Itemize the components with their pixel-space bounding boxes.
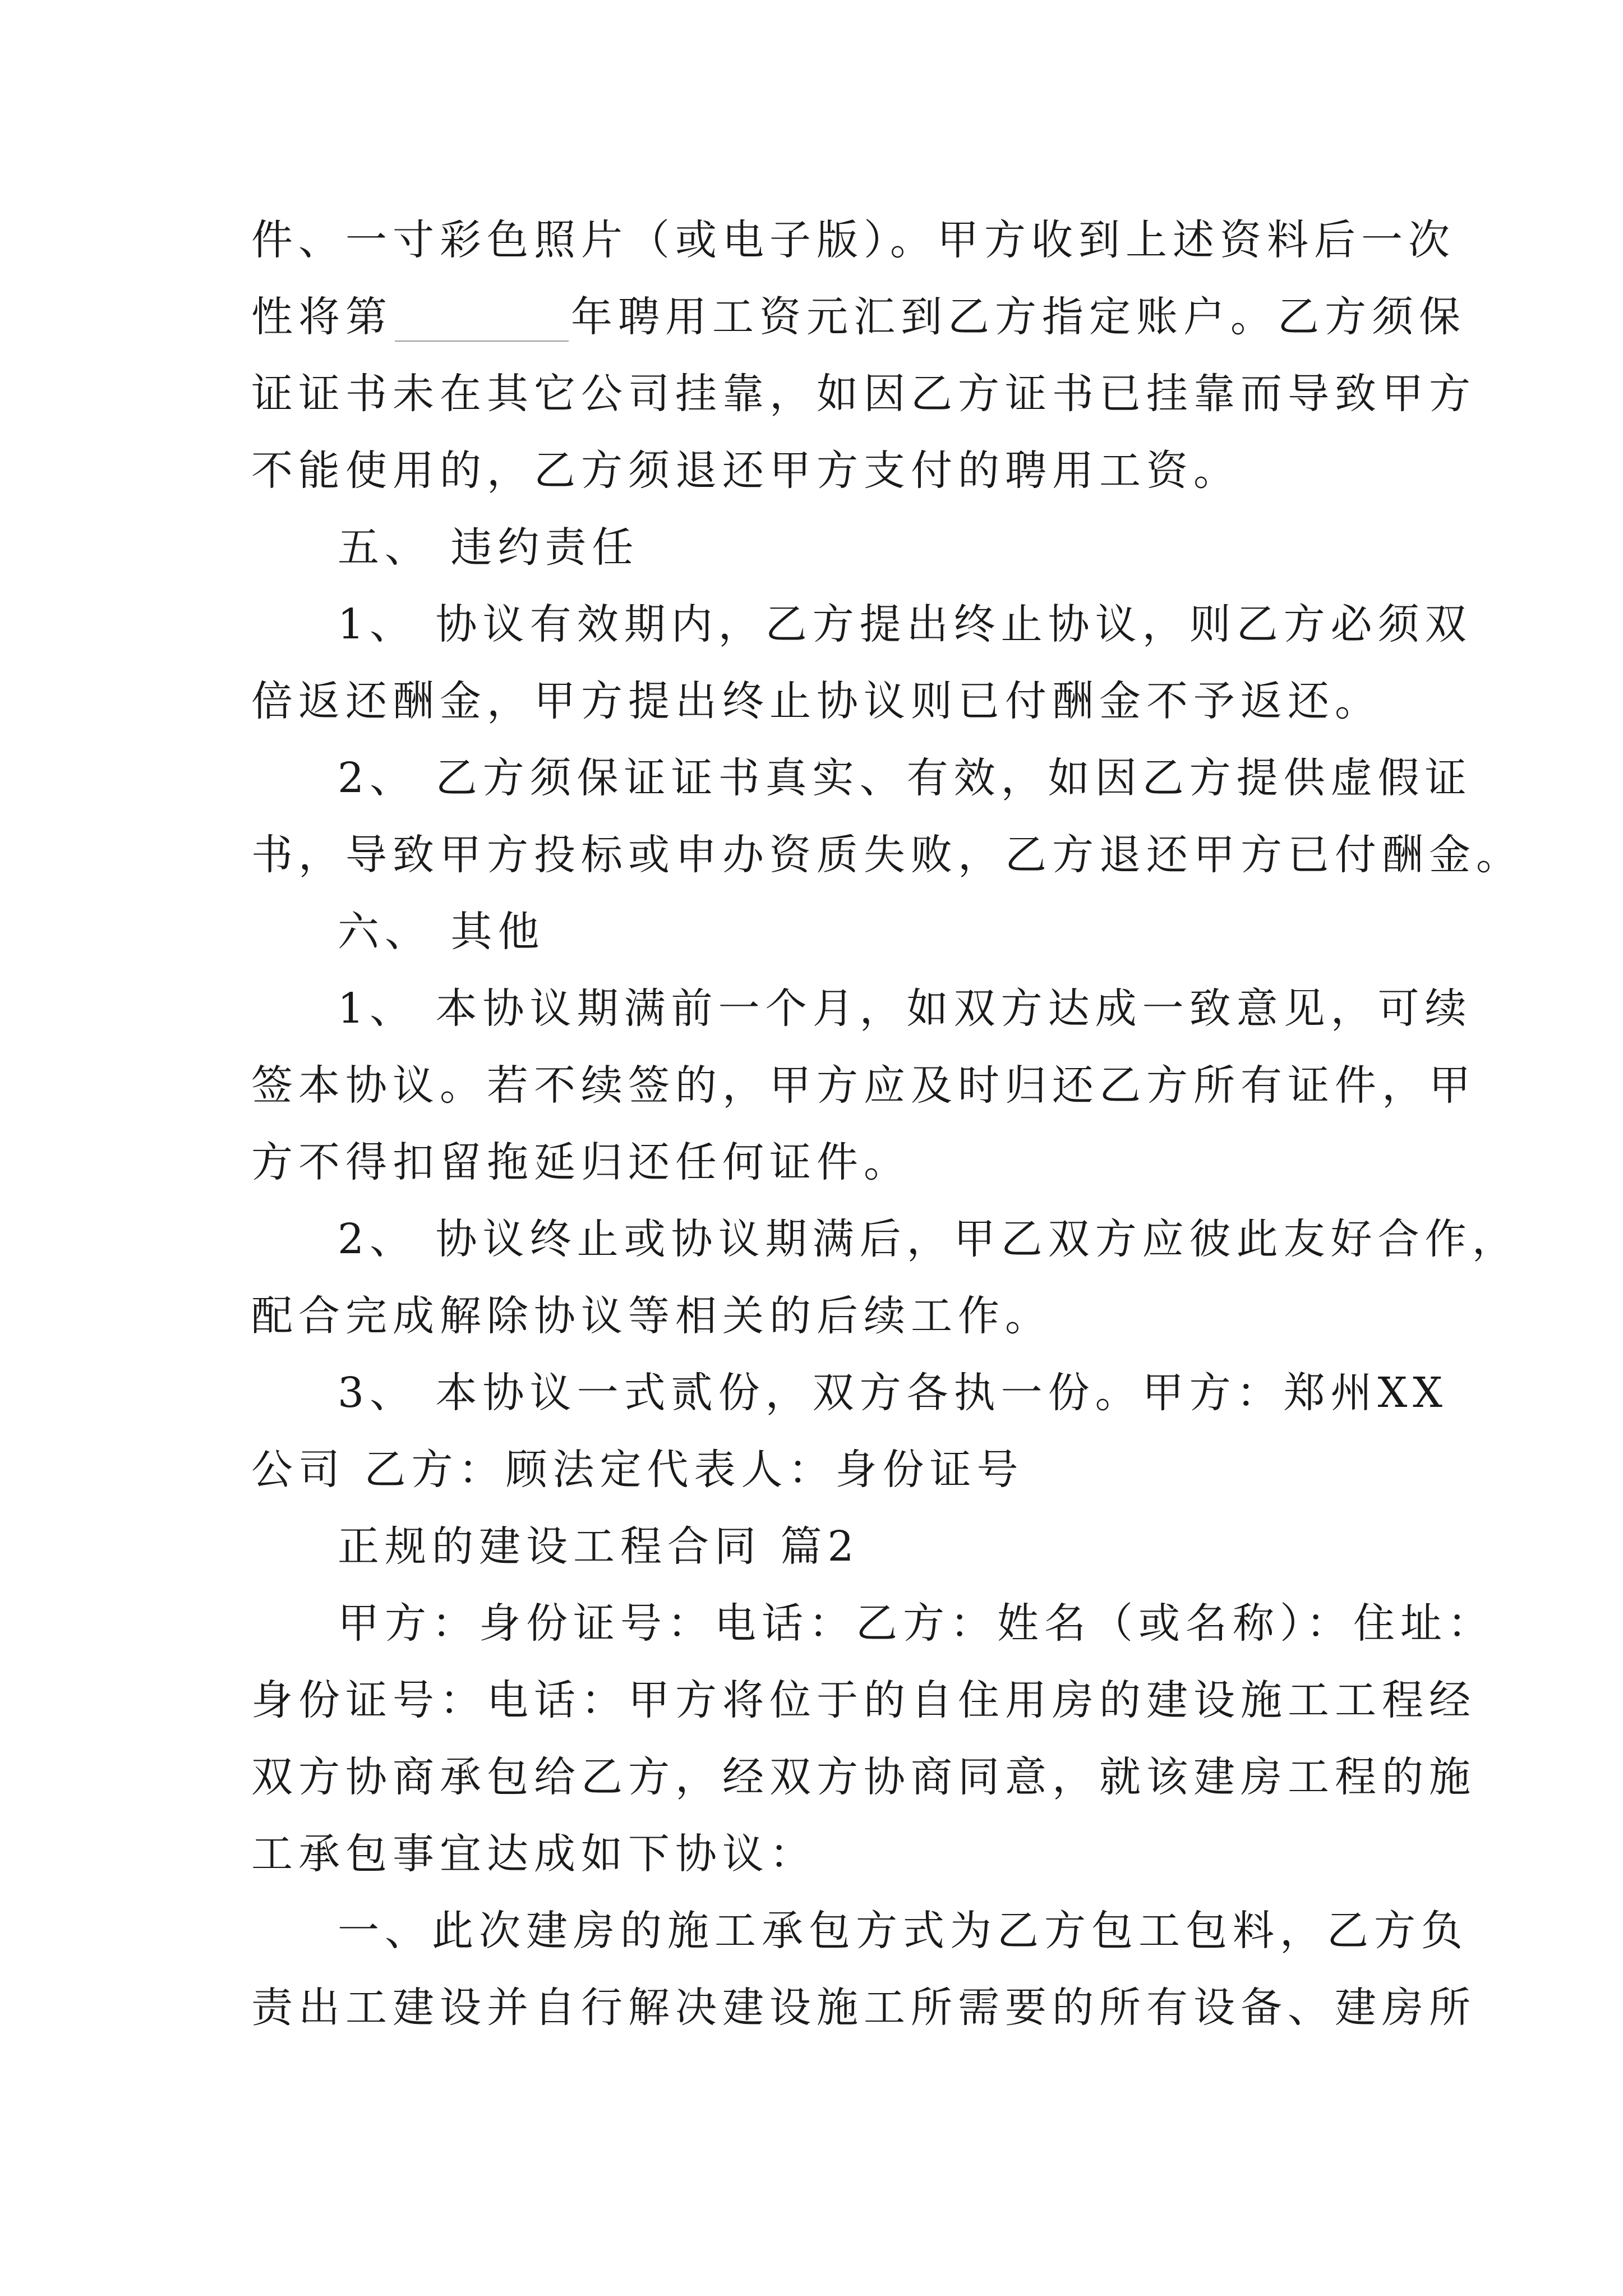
paragraph-line: 倍返还酬金，甲方提出终止协议则已付酬金不予返还。 bbox=[251, 677, 1382, 725]
paragraph-line: 配合完成解除协议等相关的后续工作。 bbox=[251, 1292, 1052, 1340]
section-heading: 五、 违约责任 bbox=[338, 523, 639, 572]
paragraph-line: 1、 本协议期满前一个月，如双方达成一致意见，可续 bbox=[338, 984, 1472, 1033]
paragraph-line: 责出工建设并自行解决建设施工所需要的所有设备、建房所 bbox=[251, 1984, 1476, 2032]
line-text: 性将第 bbox=[251, 293, 393, 341]
paragraph-line: 件、一寸彩色照片（或电子版）。甲方收到上述资料后一次 bbox=[251, 216, 1455, 264]
article-title: 正规的建设工程合同 篇2 bbox=[338, 1522, 860, 1571]
paragraph-line: 方不得扣留拖延归还任何证件。 bbox=[251, 1138, 911, 1186]
paragraph-line: 身份证号：电话：甲方将位于的自住用房的建设施工工程经 bbox=[251, 1676, 1476, 1724]
paragraph-line: 不能使用的，乙方须退还甲方支付的聘用工资。 bbox=[251, 447, 1241, 495]
paragraph-line: 2、 乙方须保证证书真实、有效，如因乙方提供虚假证 bbox=[338, 754, 1472, 802]
paragraph-line bbox=[251, 279, 1466, 356]
line-text: 年聘用工资元汇到乙方指定账户。乙方须保 bbox=[571, 293, 1466, 341]
paragraph-line: 甲方：身份证号：电话：乙方：姓名（或名称）：住址： bbox=[338, 1599, 1495, 1648]
paragraph-line: 2、 协议终止或协议期满后，甲乙双方应彼此友好合作， bbox=[338, 1215, 1519, 1263]
document-page bbox=[251, 202, 1523, 2046]
paragraph-line: 公司 乙方：顾法定代表人：身份证号 bbox=[251, 1446, 1024, 1494]
paragraph-line: 证证书未在其它公司挂靠，如因乙方证书已挂靠而导致甲方 bbox=[251, 370, 1476, 418]
section-heading: 六、 其他 bbox=[338, 908, 545, 956]
paragraph-line: 双方协商承包给乙方，经双方协商同意，就该建房工程的施 bbox=[251, 1753, 1476, 1801]
paragraph-line: 书，导致甲方投标或申办资质失败，乙方退还甲方已付酬金。 bbox=[251, 831, 1523, 879]
paragraph-line: 一、此次建房的施工承包方式为乙方包工包料，乙方负 bbox=[338, 1907, 1468, 1955]
paragraph-line: 3、 本协议一式贰份，双方各执一份。甲方：郑州XX bbox=[338, 1369, 1448, 1417]
paragraph-line: 1、 协议有效期内，乙方提出终止协议，则乙方必须双 bbox=[338, 600, 1472, 648]
paragraph-line: 签本协议。若不续签的，甲方应及时归还乙方所有证件，甲 bbox=[251, 1061, 1476, 1110]
fill-in-blank bbox=[395, 299, 569, 342]
paragraph-line: 工承包事宜达成如下协议： bbox=[251, 1830, 817, 1878]
